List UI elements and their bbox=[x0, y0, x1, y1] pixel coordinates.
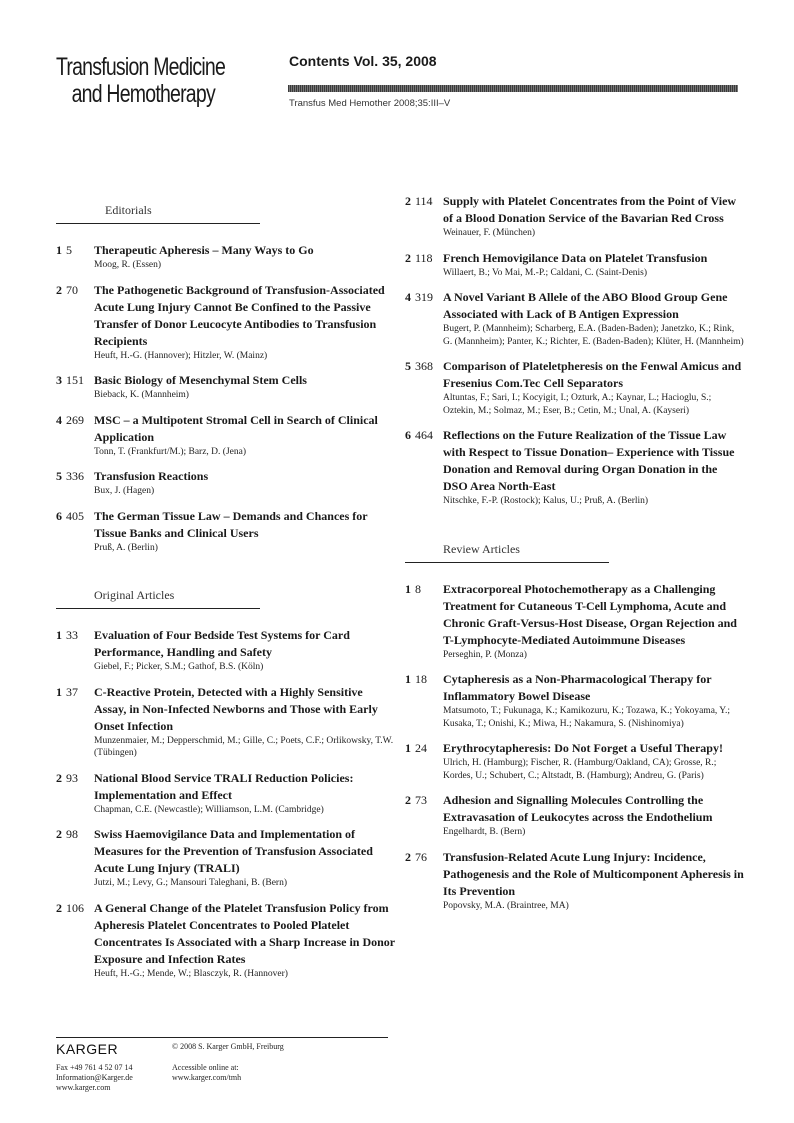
entry-number bbox=[405, 358, 433, 375]
article-title[interactable]: Adhesion and Signalling Molecules Controlling the Extravasation of Leukocytes across the Endothelium bbox=[443, 793, 713, 824]
fax-number: Fax +49 761 4 52 07 14 bbox=[56, 1063, 133, 1072]
issue-number: 1 bbox=[405, 581, 411, 596]
issue-number: 1 bbox=[56, 684, 62, 699]
online-access bbox=[172, 1063, 241, 1083]
entry-number bbox=[405, 427, 433, 444]
toc-entry[interactable] bbox=[405, 849, 745, 913]
article-title[interactable]: A Novel Variant B Allele of the ABO Blood Group Gene Associated with Lack of B Antigen Expression bbox=[443, 290, 728, 321]
entry-number bbox=[56, 412, 84, 429]
footer-rule bbox=[56, 1037, 388, 1038]
article-title[interactable]: Swiss Haemovigilance Data and Implementation of Measures for the Prevention of Transfusion Associated Acute Lung Injury (TRALI) bbox=[94, 827, 373, 875]
issue-number: 2 bbox=[56, 282, 62, 297]
journal-title-line2: and Hemotherapy bbox=[71, 80, 215, 108]
entry-number bbox=[405, 671, 427, 688]
issue-number: 2 bbox=[56, 770, 62, 785]
article-title[interactable]: The German Tissue Law – Demands and Chances for Tissue Banks and Clinical Users bbox=[94, 508, 368, 540]
entry-number bbox=[56, 684, 78, 701]
toc-entry[interactable] bbox=[405, 193, 745, 240]
header-rule bbox=[288, 85, 738, 92]
toc-entry[interactable] bbox=[405, 250, 745, 280]
toc-entry[interactable] bbox=[405, 792, 745, 839]
toc-entry[interactable] bbox=[56, 826, 396, 890]
article-title[interactable]: Reflections on the Future Realization of the Tissue Law with Respect to Tissue Donation– Experience with Tissue Donation and Removal during Organ Donation in the DSO Area North-East bbox=[443, 428, 735, 493]
entry-number bbox=[56, 372, 84, 389]
article-title[interactable]: French Hemovigilance Data on Platelet Transfusion bbox=[443, 250, 708, 265]
article-authors: Tonn, T. (Frankfurt/M.); Barz, D. (Jena) bbox=[94, 446, 246, 457]
right-column bbox=[405, 194, 745, 912]
issue-number: 1 bbox=[56, 243, 62, 257]
article-title[interactable]: Transfusion-Related Acute Lung Injury: Incidence, Pathogenesis and the Role of Multicomponent Apheresis in Its Prevention bbox=[443, 849, 744, 898]
article-authors: Altuntas, F.; Sari, I.; Kocyigit, I.; Ozturk, A.; Kaynar, L.; Hacioglu, S.; Oztekin, M.; Solmaz, M.; Eser, B.; Cetin, M.; Unal, A. (Kayseri) bbox=[443, 393, 712, 416]
entry-number bbox=[405, 193, 433, 210]
issue-number: 2 bbox=[405, 250, 411, 265]
entry-number bbox=[405, 250, 433, 267]
journal-logo bbox=[56, 54, 273, 108]
page-number: 114 bbox=[415, 194, 433, 208]
article-authors: Bieback, K. (Mannheim) bbox=[94, 390, 189, 400]
toc-entry[interactable] bbox=[405, 740, 745, 782]
publisher-contact bbox=[56, 1063, 133, 1093]
article-authors: Jutzi, M.; Levy, G.; Mansouri Taleghani, B. (Bern) bbox=[94, 878, 287, 888]
entry-number bbox=[405, 792, 427, 809]
toc-entry[interactable] bbox=[405, 358, 745, 417]
article-authors: Munzenmaier, M.; Depperschmid, M.; Gille, C.; Poets, C.F.; Orlikowsky, T.W. (Tübingen) bbox=[94, 735, 394, 758]
article-authors: Moog, R. (Essen) bbox=[94, 260, 162, 270]
issue-number: 6 bbox=[405, 428, 411, 442]
toc-entry[interactable] bbox=[56, 508, 396, 555]
entry-number bbox=[405, 289, 433, 306]
article-authors: Bugert, P. (Mannheim); Scharberg, E.A. (Baden-Baden); Janetzko, K.; Rink, G. (Mannheim); Panter, K.; Richter, E. (Baden-Baden); Klüter, H. (Mannheim) bbox=[443, 324, 744, 347]
issue-number: 1 bbox=[405, 672, 411, 686]
article-title[interactable]: A General Change of the Platelet Transfusion Policy from Apheresis Platelet Concentrates to Pooled Platelet Concentrates Is Associated with a Sharp Increase in Donor Exposure and Infection Rates bbox=[94, 900, 395, 966]
issue-number: 1 bbox=[56, 628, 62, 642]
copyright-notice: © 2008 S. Karger GmbH, Freiburg bbox=[172, 1042, 284, 1051]
section-heading-editorials: Editorials bbox=[56, 203, 260, 224]
entry-number bbox=[56, 627, 78, 644]
toc-entry[interactable] bbox=[405, 581, 745, 662]
entry-number bbox=[56, 282, 78, 299]
toc-entry[interactable] bbox=[56, 412, 396, 459]
issue-number: 2 bbox=[405, 849, 411, 864]
article-authors: Giebel, F.; Picker, S.M.; Gathof, B.S. (Köln) bbox=[94, 662, 264, 672]
page-number: 37 bbox=[66, 684, 78, 699]
page-number: 18 bbox=[415, 672, 427, 686]
article-title[interactable]: Erythrocytapheresis: Do Not Forget a Useful Therapy! bbox=[443, 741, 723, 755]
issue-number: 1 bbox=[405, 741, 411, 755]
journal-title-line1: Transfusion Medicine bbox=[56, 53, 226, 81]
issue-number: 2 bbox=[56, 827, 62, 841]
article-authors: Chapman, C.E. (Newcastle); Williamson, L.M. (Cambridge) bbox=[94, 804, 324, 815]
entry-number bbox=[56, 826, 78, 843]
page-number: 106 bbox=[66, 900, 84, 915]
entry-number bbox=[56, 900, 84, 917]
article-authors: Matsumoto, T.; Fukunaga, K.; Kamikozuru, K.; Tozawa, K.; Yokoyama, Y.; Kusaka, T.; Onishi, K.; Miwa, H.; Nakamura, S. (Nishinomiya) bbox=[443, 706, 730, 729]
article-title[interactable]: Therapeutic Apheresis – Many Ways to Go bbox=[94, 243, 314, 257]
page-number: 73 bbox=[415, 793, 427, 807]
article-authors: Pruß, A. (Berlin) bbox=[94, 542, 158, 553]
citation: Transfus Med Hemother 2008;35:III–V bbox=[289, 98, 451, 109]
entry-number bbox=[405, 740, 427, 757]
issue-number: 4 bbox=[56, 412, 62, 427]
article-title[interactable]: Basic Biology of Mesenchymal Stem Cells bbox=[94, 373, 307, 387]
article-title[interactable]: C-Reactive Protein, Detected with a Highly Sensitive Assay, in Non-Infected Newborns and Those with Early Onset Infection bbox=[94, 684, 378, 733]
article-authors: Engelhardt, B. (Bern) bbox=[443, 827, 526, 837]
toc-entry[interactable] bbox=[56, 372, 396, 402]
toc-entry[interactable] bbox=[56, 242, 396, 272]
toc-entry[interactable] bbox=[56, 900, 396, 981]
entry-number bbox=[56, 468, 84, 485]
toc-entry[interactable] bbox=[56, 684, 396, 760]
page-number: 368 bbox=[415, 359, 433, 373]
page-number: 464 bbox=[415, 428, 433, 442]
page-number: 405 bbox=[66, 508, 84, 523]
article-title[interactable]: Supply with Platelet Concentrates from the Point of View of a Blood Donation Service of the Bavarian Red Cross bbox=[443, 194, 737, 225]
website-link[interactable]: www.karger.com bbox=[56, 1083, 111, 1092]
article-authors: Heuft, H.-G. (Hannover); Hitzler, W. (Mainz) bbox=[94, 350, 268, 361]
toc-entry[interactable] bbox=[405, 427, 745, 508]
review-articles-list bbox=[405, 581, 745, 913]
online-access-url[interactable]: www.karger.com/tmh bbox=[172, 1073, 242, 1082]
page-number: 76 bbox=[415, 849, 427, 864]
issue-number: 4 bbox=[405, 290, 411, 304]
page-title: Contents Vol. 35, 2008 bbox=[289, 53, 437, 69]
issue-number: 2 bbox=[56, 900, 62, 915]
article-title[interactable]: Comparison of Plateletpheresis on the Fenwal Amicus and Fresenius Com.Tec Cell Separators bbox=[443, 359, 742, 390]
toc-entry[interactable] bbox=[56, 627, 396, 674]
issue-number: 2 bbox=[405, 793, 411, 807]
left-column bbox=[56, 203, 396, 980]
entry-number bbox=[405, 581, 421, 598]
publisher-logo: KARGER bbox=[56, 1041, 119, 1057]
article-authors: Nitschke, F.-P. (Rostock); Kalus, U.; Pruß, A. (Berlin) bbox=[443, 496, 649, 506]
page-number: 93 bbox=[66, 770, 78, 785]
original-articles-list bbox=[56, 627, 396, 980]
page-number: 8 bbox=[415, 581, 421, 596]
article-authors: Popovsky, M.A. (Braintree, MA) bbox=[443, 900, 569, 911]
article-title[interactable]: Extracorporeal Photochemotherapy as a Challenging Treatment for Cutaneous T-Cell Lymphoma, Acute and Chronic Graft-Versus-Host Disease, Organ Rejection and T-Lymphocyte-Mediated Autoimmune Diseases bbox=[443, 581, 737, 647]
online-access-label: Accessible online at: bbox=[172, 1063, 239, 1072]
original-articles-list-continued bbox=[405, 193, 745, 508]
toc-entry[interactable] bbox=[56, 770, 396, 817]
article-authors: Ulrich, H. (Hamburg); Fischer, R. (Hamburg/Oakland, CA); Grosse, R.; Kordes, U.; Schubert, C.; Altstadt, B. (Hamburg); Andreu, G. (Paris) bbox=[443, 758, 717, 781]
toc-entry[interactable] bbox=[405, 289, 745, 348]
editorials-list bbox=[56, 242, 396, 554]
section-heading-original-articles: Original Articles bbox=[56, 588, 260, 609]
toc-entry[interactable] bbox=[56, 468, 396, 498]
page-number: 336 bbox=[66, 469, 84, 483]
issue-number: 6 bbox=[56, 508, 62, 523]
email-link[interactable]: Information@Karger.de bbox=[56, 1073, 133, 1082]
entry-number bbox=[56, 508, 84, 525]
article-authors: Heuft, H.-G.; Mende, W.; Blasczyk, R. (Hannover) bbox=[94, 968, 288, 979]
article-title[interactable]: Cytapheresis as a Non-Pharmacological Therapy for Inflammatory Bowel Disease bbox=[443, 672, 712, 703]
issue-number: 2 bbox=[405, 194, 411, 208]
entry-number bbox=[56, 242, 72, 259]
page-number: 269 bbox=[66, 412, 84, 427]
entry-number bbox=[405, 849, 427, 866]
article-authors: Weinauer, F. (München) bbox=[443, 228, 536, 238]
article-authors: Willaert, B.; Vo Mai, M.-P.; Caldani, C. (Saint-Denis) bbox=[443, 267, 648, 278]
page-number: 98 bbox=[66, 827, 78, 841]
issue-number: 3 bbox=[56, 373, 62, 387]
entry-number bbox=[56, 770, 78, 787]
article-title[interactable]: The Pathogenetic Background of Transfusion-Associated Acute Lung Injury Cannot Be Confined to the Passive Transfer of Donor Leucocyte Antibodies to Transfusion Recipients bbox=[94, 282, 385, 348]
article-title[interactable]: Evaluation of Four Bedside Test Systems for Card Performance, Handling and Safety bbox=[94, 628, 350, 659]
page-number: 33 bbox=[66, 628, 78, 642]
page-number: 70 bbox=[66, 282, 78, 297]
article-title[interactable]: National Blood Service TRALI Reduction Policies: Implementation and Effect bbox=[94, 770, 354, 802]
article-authors: Perseghin, P. (Monza) bbox=[443, 649, 527, 660]
section-heading-review-articles: Review Articles bbox=[405, 542, 609, 563]
article-title[interactable]: Transfusion Reactions bbox=[94, 469, 209, 483]
issue-number: 5 bbox=[56, 469, 62, 483]
page-number: 151 bbox=[66, 373, 84, 387]
article-title[interactable]: MSC – a Multipotent Stromal Cell in Search of Clinical Application bbox=[94, 412, 378, 444]
page-number: 5 bbox=[66, 243, 72, 257]
toc-entry[interactable] bbox=[56, 282, 396, 363]
toc-entry[interactable] bbox=[405, 671, 745, 730]
article-authors: Bux, J. (Hagen) bbox=[94, 486, 155, 496]
page-number: 319 bbox=[415, 290, 433, 304]
page-number: 24 bbox=[415, 741, 427, 755]
issue-number: 5 bbox=[405, 359, 411, 373]
page-number: 118 bbox=[415, 250, 433, 265]
